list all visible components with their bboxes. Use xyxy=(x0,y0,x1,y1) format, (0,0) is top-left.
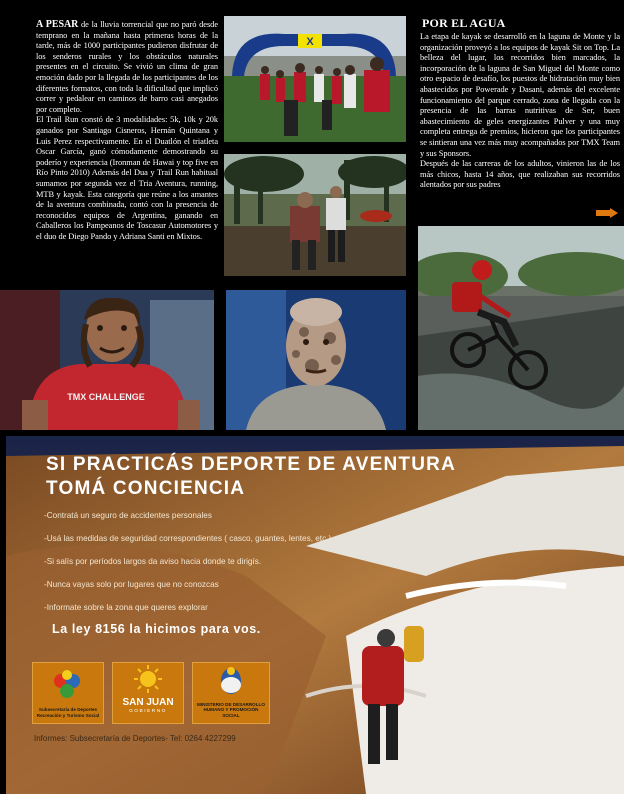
coat-of-arms-icon xyxy=(193,663,269,699)
article-column-right xyxy=(420,32,620,191)
photo-muddy-runners xyxy=(224,154,406,276)
lead-word: A PESAR xyxy=(36,19,79,30)
photo-muddy-bald-runner xyxy=(226,290,406,430)
logo-ministerio-desarrollo: MINISTERIO DE DESARROLLO HUMANO Y PROMOCIÓN SOCIAL xyxy=(192,662,270,724)
svg-text:X: X xyxy=(306,36,314,48)
sun-icon xyxy=(113,663,183,697)
article-paragraph-2: El Trail Run constó de 3 modalidades: 5k, 10k y 20k ganados por Santiago Cisneros, Hernán Quintana y Luis Perez respectivamente. En el Duatlón el triatleta Oscar García, ganó cómodamente demostrando su poderío y experiencia (Ironman de Hawai y top five en Río Pinto 2010) Además del Dua y Trail Run habitual sumamos por segunda vez el Tria Aventura, running, MTB y kayak. Esta categoría que reúne a los amantes de la aventura combinada, contó con la presencia de reconocidos equipos de Argentina, ganando en Caballeros los Pampeanos de Toscasur Automotores y el duo de Diego Pando y Adriana Santi en Mixtos. xyxy=(36,115,218,241)
section-heading: POR EL AGUA xyxy=(422,16,506,30)
article-paragraph-3: La etapa de kayak se desarrolló en la laguna de Monte y la organización proveyó a los equipos de kayak Sit on Top. La belleza del lugar, los recorridos bien marcados, la incorporación de la laguna de San Miguel del Monte como otro espacio de desafío, los puestos de hidratación muy bien abastecidos por Powerade y Dasani, además del excelente funcionamiento del parque cerrado, zona de llegada con la presencia de las barras nutritivas de Ser, buen abastecimiento de geles energizantes Pulver y una muy completa entrega de premios, hicieron que los participantes se sintieran una vez más muy acompañados por TMX Team y sus Sponsors. xyxy=(420,32,620,158)
law-slogan: La ley 8156 la hicimos para vos. xyxy=(52,622,261,636)
logo-san-juan-gobierno: SAN JUAN GOBIERNO xyxy=(112,662,184,724)
safety-tip: -Nunca vayas solo por lugares que no conozcas xyxy=(44,580,219,589)
safety-tip: -Informate sobre la zona que queres explorar xyxy=(44,603,208,612)
logo-subsecretaria-deportes: Subsecretaría de Deportes Recreación y Turismo Social xyxy=(32,662,104,724)
safety-ad xyxy=(6,436,624,794)
contact-info: Informes: Subsecretaría de Deportes- Tel: 0264 4227299 xyxy=(34,734,236,743)
article-paragraph-1: A PESAR de la lluvia torrencial que no paró desde temprano en la mañana hasta primeras horas de la tarde, más de 1000 participantes pudieron disfrutar de los senderos rurales y los obstáculos naturales presentes en el circuito. Se vivió un clima de gran emoción dado por la llegada de los participantes de los diferentes formatos, con toda la dificultad que implicó correr y pedalear en caminos de barro casi anegados por completo. xyxy=(36,19,218,114)
photo-mountain-biker xyxy=(418,226,624,430)
safety-tip: -Si salís por períodos largos da aviso hacia donde te dirigís. xyxy=(44,557,262,566)
safety-tip: -Usá las medidas de seguridad correspondientes ( casco, guantes, lentes, etc.) xyxy=(44,534,332,543)
svg-text:TMX CHALLENGE: TMX CHALLENGE xyxy=(67,392,145,402)
ad-title-line2: TOMÁ CONCIENCIA xyxy=(46,478,246,499)
article-paragraph-4: Después de las carreras de los adultos, vinieron las de los más chicos, hasta 14 años, que realizaban sus recorridos alentados por sus padres xyxy=(420,159,620,190)
photo-race-start xyxy=(224,16,406,142)
article-column-left xyxy=(36,20,218,242)
photo-runner-longhair xyxy=(0,290,214,430)
safety-tips-list xyxy=(44,504,331,619)
continue-arrow-icon xyxy=(596,208,618,218)
safety-tip: -Contratá un seguro de accidentes personales xyxy=(44,511,212,520)
ad-title-line1: SI PRACTICÁS DEPORTE DE AVENTURA xyxy=(46,454,456,475)
sports-logo-icon xyxy=(33,663,103,703)
